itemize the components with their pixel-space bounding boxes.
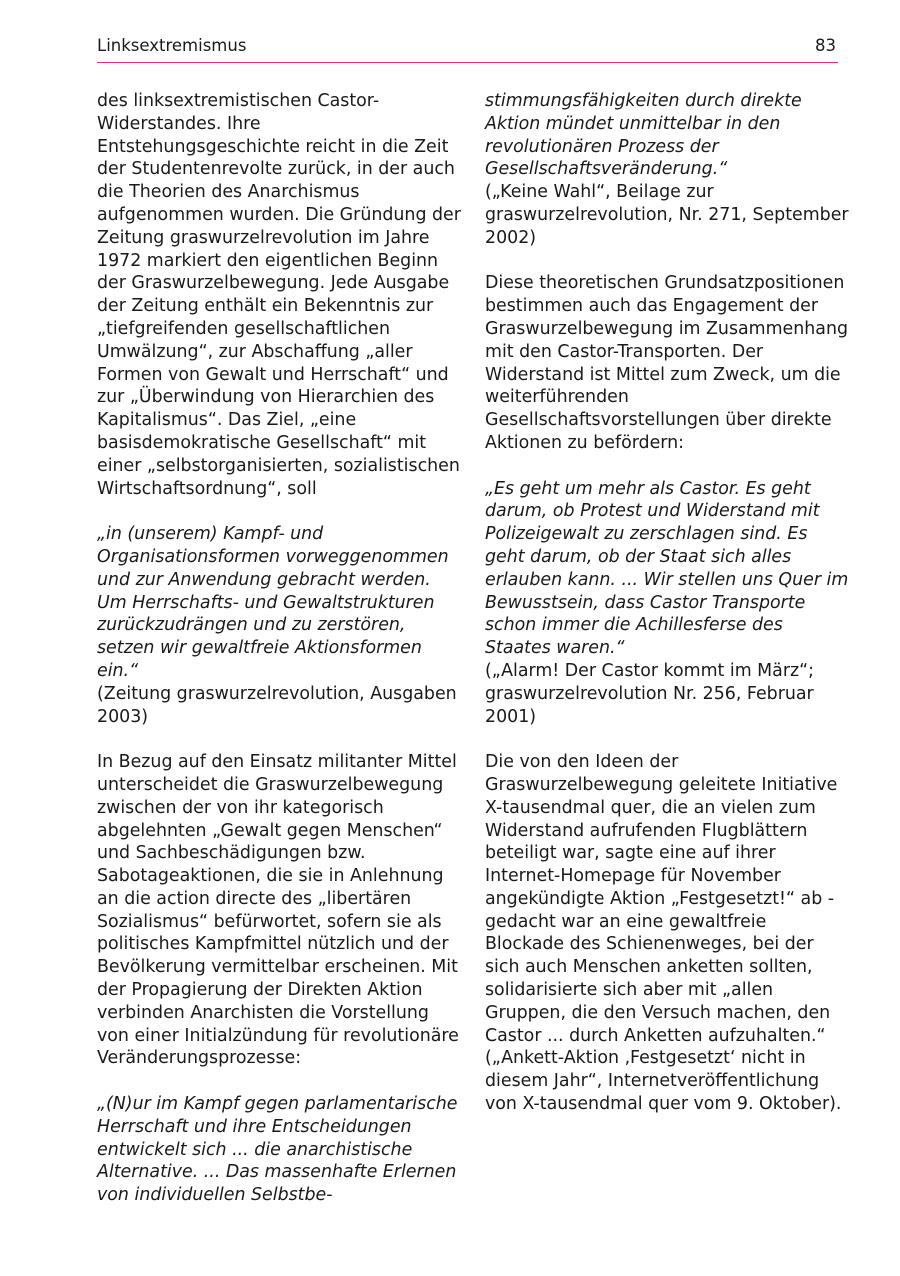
header-rule — [97, 62, 838, 63]
left-column — [97, 90, 461, 1207]
quote-keine-wahl-end: stimmungsfähigkeiten durch direkte Aktion mündet unmittelbar in den revolutionären Prozess der Gesellschaftsveränderung.“ — [485, 91, 802, 180]
paragraph-militant-means: In Bezug auf den Einsatz militanter Mittel unterscheidet die Graswurzelbewegung zwischen der von ihr kategorisch abgelehnten „Gewalt gegen Menschen“ und Sachbeschädigungen bzw. Sabotageaktionen, die sie in Anlehnung an die action directe des „libertären Sozialismus“ befürwortet, sofern sie als politisches Kampfmittel nützlich und der Bevölkerung vermittelbar erscheinen. Mit der Propagierung der Direkten Aktion verbinden Anarchisten die Vorstellung von einer Initialzündung für revolutionäre Veränderungsprozesse: — [97, 752, 459, 1069]
paragraph-x-tausendmal-quer: Die von den Ideen der Graswurzelbewegung geleitete Initiative X-tausendmal quer, die an vielen zum Widerstand aufrufenden Flugblättern beteiligt war, sagte eine auf ihrer Internet-Homepage für November angekündigte Aktion „Festgesetzt!“ ab - gedacht war an eine gewaltfreie Blockade des Schienenweges, bei der sich auch Menschen anketten sollten, solidarisierte sich aber mit „allen Gruppen, die den Versuch machen, den Castor ... durch Anketten aufzuhalten.“ — [485, 752, 838, 1046]
citation-keine-wahl: („Keine Wahl“, Beilage zur graswurzelrevolution, Nr. 271, September 2002) — [485, 182, 849, 248]
quote-graswurzelrevolution-2003: „in (unserem) Kampf- und Organisationsformen vorweggenommen und zur Anwendung gebracht werden. Um Herrschafts- und Gewaltstrukturen zurückzudrängen und zu zerstören, setzen wir gewaltfreie Aktionsformen ein.“ — [97, 524, 449, 681]
paragraph-castor-engagement: Diese theoretischen Grundsatzpositionen bestimmen auch das Engagement der Graswurzelbewegung im Zusammenhang mit den Castor-Transporten. Der Widerstand ist Mittel zum Zweck, um die weiterführenden Gesellschaftsvorstellungen über direkte Aktionen zu befördern: — [485, 273, 849, 453]
quote-alarm-castor: „Es geht um mehr als Castor. Es geht darum, ob Protest und Widerstand mit Polizeigewalt zu zerschlagen sind. Es geht darum, ob der Staat sich alles erlauben kann. ... Wir stellen uns Quer im Bewusstsein, dass Castor Transporte schon immer die Achillesferse des Staates waren.“ — [485, 478, 849, 659]
paragraph-intro: des linksextremistischen Castor-Widerstandes. Ihre Entstehungsgeschichte reicht in die Zeit der Studentenrevolte zurück, in der auch die Theorien des Anarchismus aufgenommen wurden. Die Gründung der Zeitung graswurzelrevolution im Jahre 1972 markiert den eigentlichen Beginn der Graswurzelbewegung. Jede Ausgabe der Zeitung enthält ein Bekenntnis zur „tiefgreifenden gesellschaftlichen Umwälzung“, zur Abschaffung „aller Formen von Gewalt und Herrschaft“ und zur „Überwindung von Hierarchien des Kapitalismus“. Das Ziel, „eine basisdemokratische Gesellschaft“ mit einer „selbstorganisierten, sozialistischen Wirtschaftsordnung“, soll — [97, 91, 461, 499]
quote-keine-wahl-start: „(N)ur im Kampf gegen parlamentarische Herrschaft und ihre Entscheidungen entwickelt sich ... die anarchistische Alternative. ... Das massenhafte Erlernen von individuellen Selbstbe- — [97, 1094, 458, 1206]
section-title: Linksextremismus — [97, 36, 247, 55]
right-column — [485, 90, 849, 1116]
citation-alarm-castor: („Alarm! Der Castor kommt im März“; graswurzelrevolution Nr. 256, Februar 2001) — [485, 660, 814, 727]
citation-graswurzelrevolution-2003: (Zeitung graswurzelrevolution, Ausgaben 2003) — [97, 683, 457, 727]
citation-ankett-aktion: („Ankett-Aktion ‚Festgesetzt‘ nicht in diesem Jahr“, Internetveröffentlichung von X-tausendmal quer vom 9. Oktober). — [485, 1048, 842, 1115]
running-header — [97, 36, 838, 60]
page-number: 83 — [815, 36, 836, 55]
